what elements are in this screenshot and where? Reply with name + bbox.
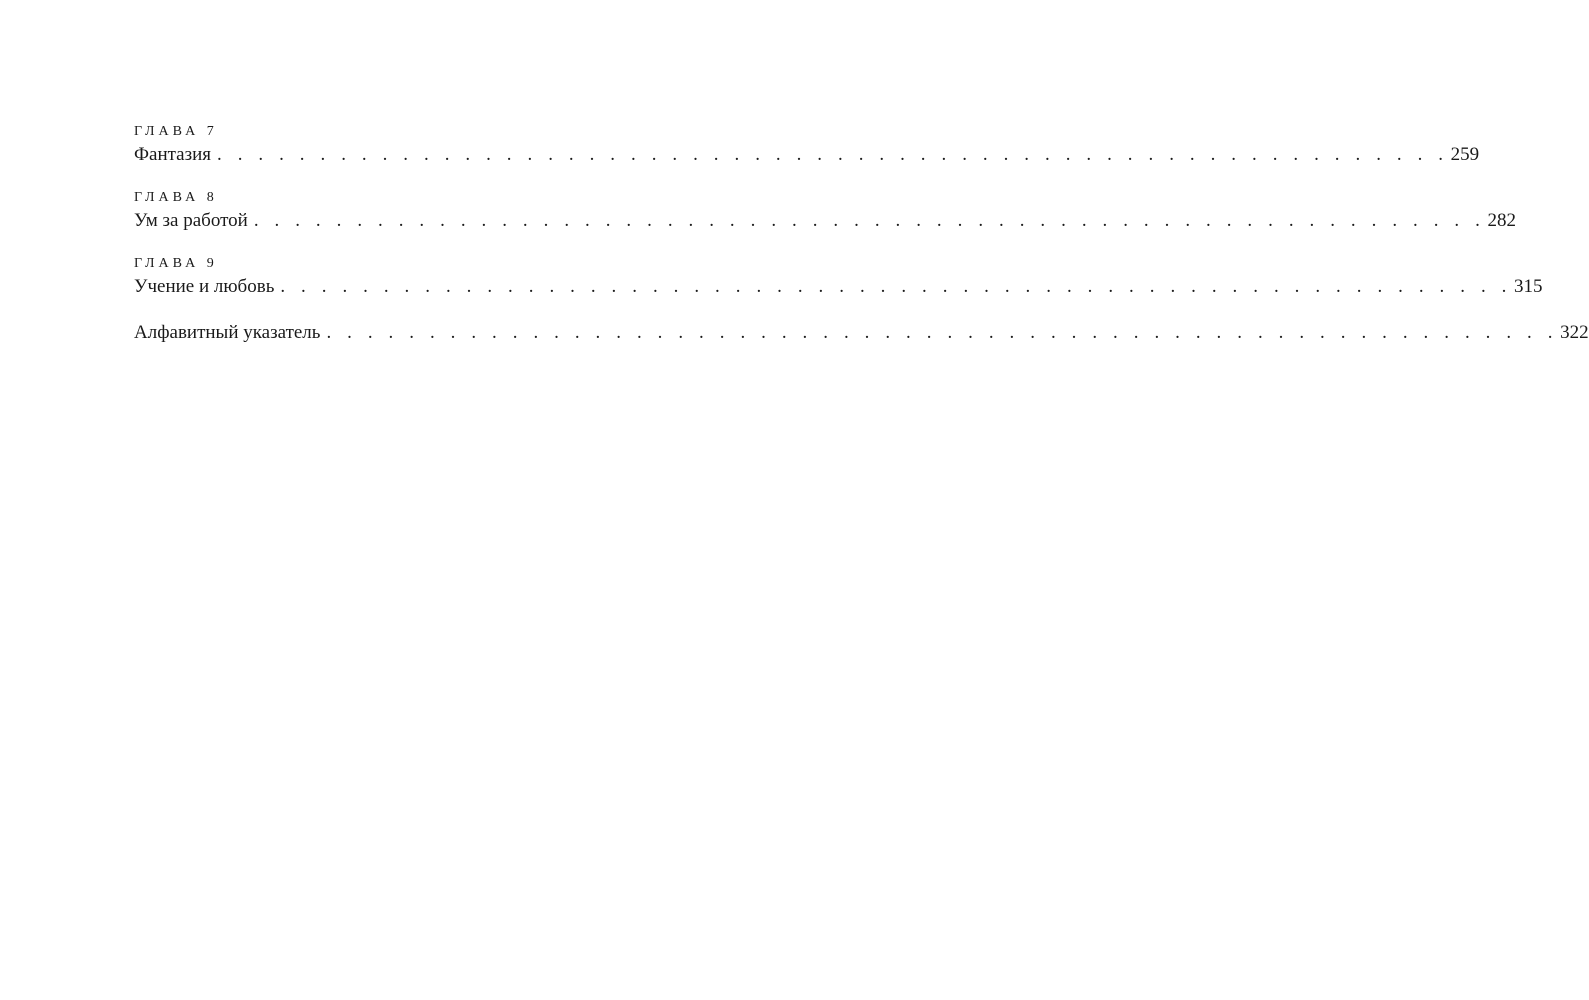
- dot-leader: . . . . . . . . . . . . . . . . . . . . . . . . . . . . . . . . . . . . . . . . . . . . . . . . . . . . . . . . . . . .: [326, 322, 1559, 343]
- toc-entry-title: Алфавитный указатель: [134, 322, 321, 343]
- toc-entry-page-number: 259: [1450, 144, 1480, 165]
- toc-entry-page-number: 315: [1514, 276, 1543, 297]
- toc-entry-index[interactable]: [134, 320, 1589, 346]
- toc-entry-page-number: 282: [1487, 210, 1516, 231]
- toc-entry[interactable]: [134, 208, 1516, 234]
- toc-group-chapter-7: [134, 122, 1480, 168]
- toc-entry-title: Ум за работой: [134, 210, 248, 231]
- dot-leader: . . . . . . . . . . . . . . . . . . . . . . . . . . . . . . . . . . . . . . . . . . . . . . . . . . . . . . . . . . . .: [217, 144, 1449, 165]
- toc-entry[interactable]: [134, 274, 1543, 300]
- chapter-label: ГЛАВА 8: [134, 190, 218, 205]
- toc-group-chapter-9: [134, 254, 1543, 300]
- toc-group-index: [134, 320, 1589, 346]
- toc-group-chapter-8: [134, 188, 1516, 234]
- toc-entry-title: Фантазия: [134, 144, 211, 165]
- chapter-label: ГЛАВА 9: [134, 256, 218, 271]
- toc-entry-title: Учение и любовь: [134, 276, 275, 297]
- dot-leader: . . . . . . . . . . . . . . . . . . . . . . . . . . . . . . . . . . . . . . . . . . . . . . . . . . . . . . . . . . . .: [253, 210, 1486, 231]
- toc-entry[interactable]: [134, 142, 1480, 168]
- toc-entry-page-number: 322: [1560, 322, 1589, 343]
- dot-leader: . . . . . . . . . . . . . . . . . . . . . . . . . . . . . . . . . . . . . . . . . . . . . . . . . . . . . . . . . . . .: [280, 276, 1513, 297]
- chapter-label: ГЛАВА 7: [134, 124, 218, 139]
- table-of-contents: [134, 122, 1589, 366]
